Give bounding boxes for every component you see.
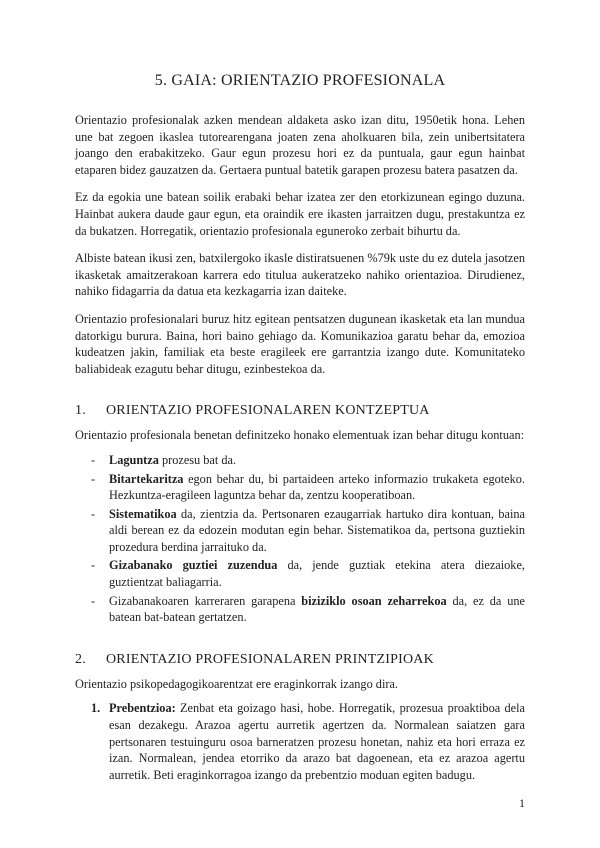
principles-list bbox=[75, 700, 525, 783]
concept-list bbox=[75, 452, 525, 626]
section-2-heading bbox=[75, 652, 525, 668]
list-item: - Sistematikoa da, zientzia da. Pertsonaren ezaugarriak hartuko dira kontuan, baina aldi berean ez da edozein modutan egin behar. Sistematikoa da, pertsona guztiekin prozedura berdina jarraituko da. bbox=[75, 506, 525, 556]
list-item: 1. Prebentzioa: Zenbat eta goizago hasi, hobe. Horregatik, prozesua proaktiboa dela esan dezakegu. Arazoa agertu aurretik agertzen da. Normalean saiatzen gara pertsonaren testuinguru osoa barneratzen prozesu honetan, nahiz eta hori erraza ez izan. Normalean, jendea etorriko da arazo bat dagoenean, eta ez arazoa agertu aurretik. Beti eraginkorragoa izango da prebentzio moduan egiten badugu. bbox=[91, 701, 525, 782]
list-item: - Gizabanako guztiei zuzendua da, jende guztiak etekina atera diezaioke, guztientzat baliagarria. bbox=[75, 557, 525, 590]
list-item: - Bitartekaritza egon behar du, bi partaideen arteko informazio trukaketa egoteko. Hezkuntza-eragileen laguntza behar da, zentzu kooperatiboan. bbox=[75, 471, 525, 504]
section-2-intro: Orientazio psikopedagogikoarentzat ere eraginkorrak izango dira. bbox=[75, 676, 398, 691]
section-2-title: ORIENTAZIO PROFESIONALAREN PRINTZIPIOAK bbox=[106, 651, 434, 667]
section-2-number: 2. bbox=[75, 651, 86, 667]
paragraph-2: Ez da egokia une batean soilik erabaki behar izatea zer den etorkizunean egingo duzuna. Hainbat aukera daude gaur egun, eta oraindik ere ikasten jarraitzen dugu, prestakuntza ez da bukatzen. Horregatik, orientazio profesionala eguneroko zerbait bihurtu da. bbox=[75, 190, 525, 238]
list-item: - Laguntza prozesu bat da. bbox=[75, 452, 525, 469]
paragraph-4: Orientazio profesionalari buruz hitz egitean pentsatzen dugunean ikasketak eta lan mundua datorkigu burura. Baina, hori baino gehiago da. Komunikazioa garatu behar da, emozioa kudeatzen jakin, familiak eta beste eragileek ere garrantzia izango dute. Komunitateko baliabideak ezagutu behar ditugu, ezinbestekoa da. bbox=[75, 311, 525, 376]
paragraph-1: Orientazio profesionalak azken mendean aldaketa asko izan ditu, 1950etik hona. Lehen une bat zegoen ikaslea tutorearengana joaten zena aholkuaren bila, zein unibertsitatera joango den erabakitzeko. Gaur egun prozesu hori ez da puntuala, gaur egun hainbat etaparen bidez gauzatzen da. Gertaera puntual batetik garapen prozesu batera pasatzen da. bbox=[75, 113, 525, 177]
section-1-title: ORIENTAZIO PROFESIONALAREN KONTZEPTUA bbox=[106, 403, 430, 419]
page-title: 5. GAIA: ORIENTAZIO PROFESIONALA bbox=[154, 72, 446, 89]
paragraph-3: Albiste batean ikusi zen, batxilergoko ikasle distiratsuenen %79k uste du ez dutela jasotzen ikasketak amaitzerakoan karrera edo titulua aukeratzeko nahiko orientazioa. Dirudienez, nahiko fidagarria da datua eta kezkagarria izan daiteke. bbox=[75, 251, 525, 299]
section-1-number: 1. bbox=[75, 403, 86, 419]
page-number: 1 bbox=[519, 796, 525, 810]
section-1-intro: Orientazio profesionala benetan definitzeko honako elementuak izan behar ditugu kontuan: bbox=[75, 428, 525, 443]
section-1-heading bbox=[75, 403, 525, 419]
list-item: - Gizabanakoaren karreraren garapena biziziklo osoan zeharrekoa da, ez da une batean bat-batean gertatzen. bbox=[75, 593, 525, 626]
